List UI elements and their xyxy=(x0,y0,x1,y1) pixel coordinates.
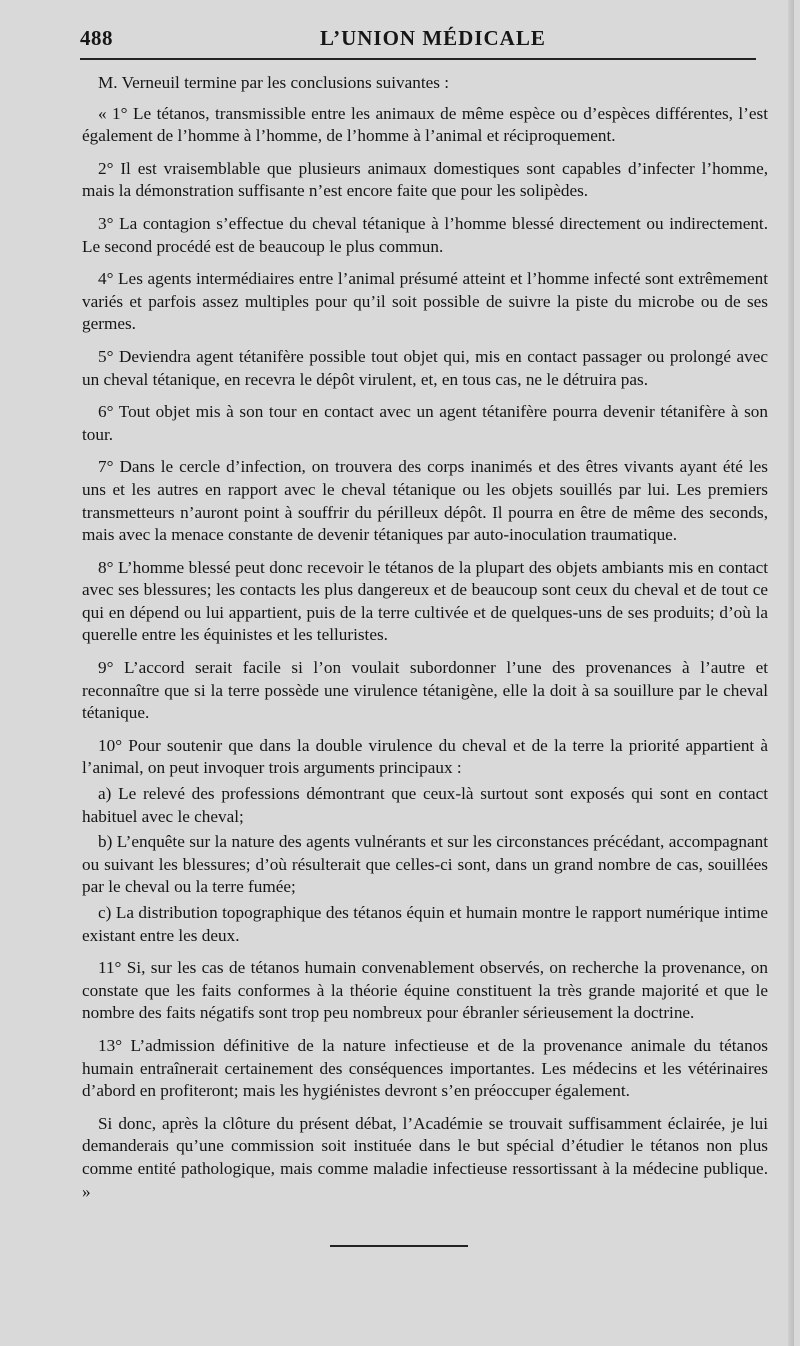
paragraph-conclusion-9: 9° L’accord serait facile si l’on voulait subordonner l’une des provenances à l’autre et reconnaître que si la terre possède une virulence tétanigène, elle la doit à sa souillure par le cheval tétanique. xyxy=(82,658,768,723)
paragraph-conclusion-7: 7° Dans le cercle d’infection, on trouvera des corps inanimés et des êtres vivants ayant été les uns et les autres en rapport avec le cheval tétanique ou les objets souillés par lui. Les premiers transmetteurs n’auront point à souffrir du périlleux dépôt. Il pourra en être de même des seconds, mais avec la menace constante de devenir tétaniques par auto-inoculation traumatique. xyxy=(82,457,768,545)
paragraph-conclusion-13: 13° L’admission définitive de la nature infectieuse et de la provenance animale du tétanos humain entraînerait certainement des conséquences importantes. Les médecins et les vétérinaires d’abord en profiteront; mais les hygiénistes devront s’en préoccuper également. xyxy=(82,1035,768,1101)
paragraph-argument-c: c) La distribution topographique des tétanos équin et humain montre le rapport numérique intime existant entre les deux. xyxy=(82,903,768,945)
page-header xyxy=(80,20,756,56)
paragraph-conclusion-6: 6° Tout objet mis à son tour en contact avec un agent tétanifère pourra devenir tétanifère à son tour. xyxy=(82,402,768,444)
section-end-rule xyxy=(330,1245,468,1247)
paragraph-final: Si donc, après la clôture du présent débat, l’Académie se trouvait suffisamment éclairée, je lui demanderais qu’une commission soit instituée dans le but spécial d’étudier le tétanos non plus comme entité pathologique, mais comme maladie infectieuse ressortissant à la médecine publique. » xyxy=(82,1113,768,1201)
paragraph-conclusion-8: 8° L’homme blessé peut donc recevoir le tétanos de la plupart des objets ambiants mis en contact avec ses blessures; les contacts les plus dangereux et de beaucoup sont ceux du cheval et de tout ce qui en dépend ou lui appartient, puis de la terre cultivée et de quelques-uns de ses produits; d’où la querelle entre les équinistes et les telluristes. xyxy=(82,557,768,645)
header-rule xyxy=(80,58,756,60)
page-edge-shadow xyxy=(788,0,794,1346)
paragraph-conclusion-1: « 1° Le tétanos, transmissible entre les animaux de même espèce ou d’espèces différentes, l’est également de l’homme à l’homme, de l’homme à l’animal et réciproquement. xyxy=(82,103,768,146)
running-title: L’UNION MÉDICALE xyxy=(320,26,546,50)
paragraph-argument-a: a) Le relevé des professions démontrant que ceux-là surtout sont exposés qui sont en contact habituel avec le cheval; xyxy=(82,784,768,826)
paragraph-conclusion-10: 10° Pour soutenir que dans la double virulence du cheval et de la terre la priorité appartient à l’animal, on peut invoquer trois arguments principaux : xyxy=(82,735,768,778)
page-number: 488 xyxy=(80,26,113,50)
paragraph-intro: M. Verneuil termine par les conclusions suivantes : xyxy=(98,73,449,92)
paragraph-conclusion-5: 5° Deviendra agent tétanifère possible tout objet qui, mis en contact passager ou prolongé avec un cheval tétanique, en recevra le dépôt virulent, et, en tous cas, ne le détruira pas. xyxy=(82,346,768,389)
paragraph-conclusion-4: 4° Les agents intermédiaires entre l’animal présumé atteint et l’homme infecté sont extrêmement variés et parfois assez multiples pour qu’il soit possible de suivre la piste du microbe ou de ses germes. xyxy=(82,269,768,334)
article-body xyxy=(82,72,768,1213)
paragraph-conclusion-3: 3° La contagion s’effectue du cheval tétanique à l’homme blessé directement ou indirectement. Le second procédé est de beaucoup le plus commun. xyxy=(82,213,768,256)
paragraph-conclusion-11: 11° Si, sur les cas de tétanos humain convenablement observés, on recherche la provenance, on constate que les faits conformes à la théorie équine constituent la très grande majorité et que le nombre des faits négatifs sont trop peu nombreux pour ébranler sérieusement la doctrine. xyxy=(82,958,768,1023)
paragraph-conclusion-2: 2° Il est vraisemblable que plusieurs animaux domestiques sont capables d’infecter l’homme, mais la démonstration suffisante n’est encore faite que pour les solipèdes. xyxy=(82,158,768,201)
paragraph-argument-b: b) L’enquête sur la nature des agents vulnérants et sur les circonstances précédant, accompagnant ou suivant les blessures; d’où résulterait que celles-ci sont, dans un grand nombre de cas, souillées par le cheval ou la terre fumée; xyxy=(82,832,768,897)
